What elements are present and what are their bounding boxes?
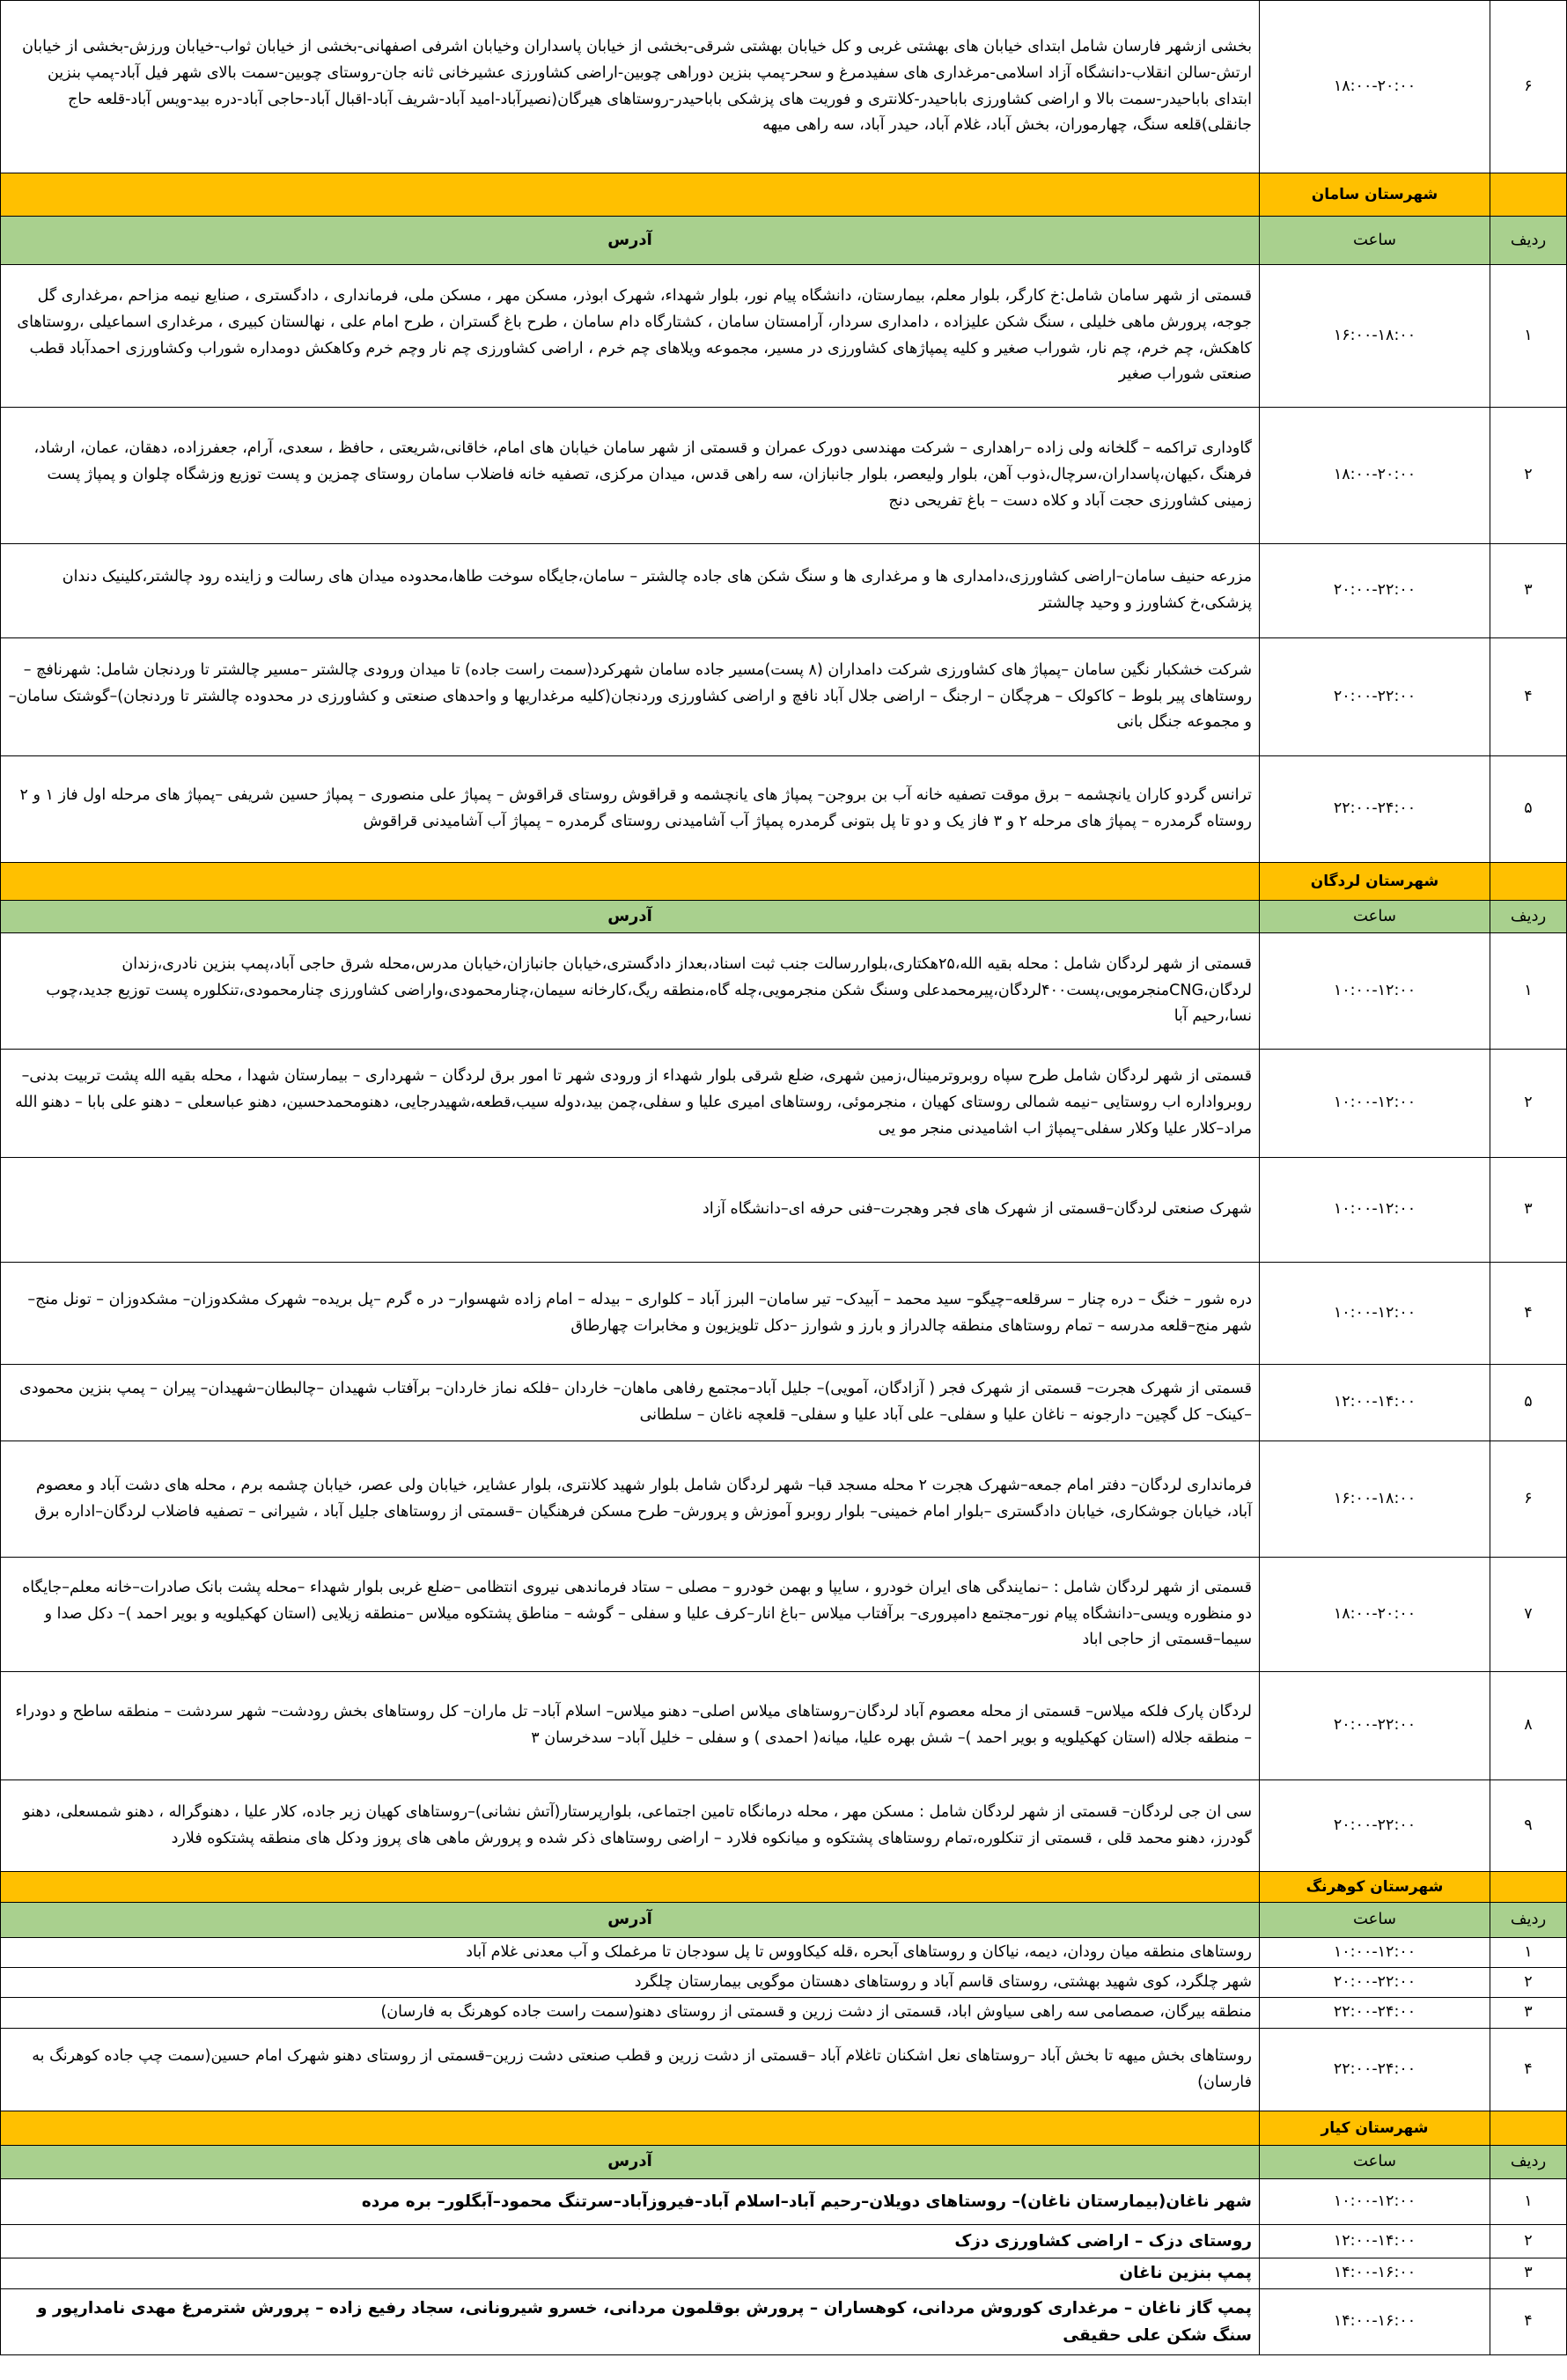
city-section-title: شهرستان کیار (1260, 2111, 1490, 2146)
row-number: ۴ (1490, 2029, 1567, 2111)
column-header-row (1, 217, 1567, 265)
outage-time-range: ۲۰:۰۰-۲۲:۰۰ (1260, 1672, 1490, 1780)
row-number: ۱ (1490, 2179, 1567, 2225)
outage-time-range: ۲۰:۰۰-۲۲:۰۰ (1260, 544, 1490, 638)
outage-address: گاوداری تراکمه – گلخانه ولی زاده –راهداری – شرکت مهندسی دورک عمران و قسمتی از شهر سامان خیابان های امام، خاقانی،شریعتی ، حافظ ، سعدی، آرام، جعفرزاده، دهقان، عمان، ارشاد، فرهنگ ،کیهان،پاسداران،سرچال،ذوب آهن، بلوار ولیعصر، بلوار جانبازان، سه راهی قدس، میدان مرکزی، تصفیه خانه فاضلاب سامان روستای چمزین و پست توزیع وزشگاه چلوان و پمپاژ پست زمینی کشاورزی حجت آباد و کلاه دست – باغ تفریحی دنج (1, 408, 1260, 544)
outage-time-range: ۱۶:۰۰-۱۸:۰۰ (1260, 1441, 1490, 1558)
city-title-spacer (1490, 173, 1567, 217)
outage-address: قسمتی از شهر سامان شامل:خ کارگر، بلوار معلم، بیمارستان، دانشگاه پیام نور، بلوار شهداء، شهرک ابوذر، مسکن مهر ، مسکن ملی، فرمانداری ، دادگستری ، صنایع نیمه مزاحم ،مرغداری گل جوجه، پرورش ماهی خلیلی ، سنگ شکن علیزاده ، دامداری سردار، آرامستان سامان ، کشتارگاه دام سامان ، طرح باغ گستران ، طرح امام علی ، نهالستان کبیری ، مرغداری اسماعیلی ،روستاهای کاهکش، چم خرم، چم نار، شوراب صغیر و کلیه پمپاژهای کشاورزی در مسیر، مجموعه ویلاهای چم خرم ، اراضی کشاورزی چم نار وچم خرم وکاهکش دومداره شوراب وکشاورزی احمدآباد قطب صنعتی شوراب صغیر (1, 265, 1260, 408)
city-section-title: شهرستان لردگان (1260, 863, 1490, 901)
outage-address: پمپ بنزین ناغان (1, 2258, 1260, 2289)
city-title-spacer (1490, 1872, 1567, 1903)
city-section-title-row (1, 863, 1567, 901)
table-row (1, 1263, 1567, 1365)
column-header-row (1, 901, 1567, 933)
column-header-time: ساعت (1260, 217, 1490, 265)
column-header-time: ساعت (1260, 1903, 1490, 1938)
outage-time-range: ۲۲:۰۰-۲۴:۰۰ (1260, 756, 1490, 863)
row-number: ۵ (1490, 756, 1567, 863)
table-row (1, 2289, 1567, 2355)
outage-address: روستاهای بخش میهه تا بخش آباد –روستاهای نعل اشکنان تاغلام آباد –قسمتی از دشت زرین و قطب صنعتی دشت زرین–قسمتی از روستای دهنو شهرک امام حسین(سمت چپ جاده کوهرنگ به فارسان) (1, 2029, 1260, 2111)
row-number: ۴ (1490, 2289, 1567, 2355)
column-header-address: آدرس (1, 217, 1260, 265)
table-row (1, 1441, 1567, 1558)
table-row (1, 1672, 1567, 1780)
row-number: ۱ (1490, 1938, 1567, 1968)
column-header-row-number: ردیف (1490, 217, 1567, 265)
outage-address: قسمتی از شهر لردگان شامل : محله بقیه الله،۲۵هکتاری،بلواررسالت جنب ثبت اسناد،بعداز دادگستری،خیابان جانبازان،خیابان مدرس،محله شرق حاجی آباد،پمپ بنزین نادری،زندان لردگان،CNGمنجرمویی،پست۴۰۰لردگان،پیرمحمدعلی وسنگ شکن منجرمویی،چله گاه،منطقه ریگ،کارخانه سیمان،چنارمحمودی،واراضی کشاورزی چنارمحمودی،تنکلوره پست توزیع جدید،چوب نسا،رحیم آبا (1, 933, 1260, 1050)
outage-time-range: ۱۰:۰۰-۱۲:۰۰ (1260, 1158, 1490, 1263)
table-row (1, 1050, 1567, 1158)
table-row (1, 1968, 1567, 1998)
column-header-address: آدرس (1, 1903, 1260, 1938)
outage-address: پمپ گاز ناغان – مرغداری کوروش مردانی، کوهساران – پرورش بوقلمون مردانی، خسرو شیرونانی، سجاد رفیع زاده – پرورش شترمرغ مهدی نامدارپور و سنگ شکن علی حقیقی (1, 2289, 1260, 2355)
city-section-title: شهرستان کوهرنگ (1260, 1872, 1490, 1903)
outage-address: قسمتی از شهر لردگان شامل طرح سپاه روبروترمینال،زمین شهری، ضلع شرقی بلوار شهداء از ورودی شهر تا امور برق لردگان – شهرداری – بیمارستان شهدا ، محله بقیه الله پشت تربیت بدنی– روبرواداره اب روستایی –نیمه شمالی روستای کهیان ، منجرموئی، روستاهای امیری علیا و سفلی،چمن بید،دوله سیب،قطعه،شهیدرجایی، دهنومحمدحسین، دهنو عباسعلی – دهنو علی بابا – دهنو الله مراد–کلار علیا وکلار سفلی–پمپاژ اب اشامیدنی منجر مو یی (1, 1050, 1260, 1158)
column-header-time: ساعت (1260, 2146, 1490, 2179)
outage-address: شهر ناغان(بیمارستان ناغان)– روستاهای دویلان–رحیم آباد–اسلام آباد–فیروزآباد–سرتنگ محمود–آبگلور– بره مرده (1, 2179, 1260, 2225)
outage-time-range: ۲۰:۰۰-۲۲:۰۰ (1260, 1968, 1490, 1998)
table-row (1, 638, 1567, 756)
table-row (1, 1938, 1567, 1968)
row-number: ۳ (1490, 544, 1567, 638)
row-number: ۹ (1490, 1780, 1567, 1872)
table-row (1, 2179, 1567, 2225)
city-title-spacer (1490, 2111, 1567, 2146)
outage-time-range: ۱۴:۰۰-۱۶:۰۰ (1260, 2289, 1490, 2355)
table-row (1, 1998, 1567, 2029)
row-number: ۸ (1490, 1672, 1567, 1780)
schedule-body (1, 1, 1567, 2355)
column-header-row (1, 2146, 1567, 2179)
outage-address: بخشی ازشهر فارسان شامل ابتدای خیابان های بهشتی غربی و کل خیابان بهشتی شرقی-بخشی از خیابان پاسداران وخیابان اشرفی اصفهانی-بخشی از خیابان ثواب-خیابان ورزش-بخشی از خیابان ارتش-سالن انقلاب-دانشگاه آزاد اسلامی-مرغداری های سفیدمرغ و سحر-پمپ بنزین دوراهی چوبین-اراضی کشاورزی عشیرخانی ثانه جان-روستای چوبین-سمت بالای شهر فیل آباد-پمپ بنزین ابتدای باباحیدر-سمت بالا و اراضی کشاورزی باباحیدر-کلانتری و فوریت های پزشکی باباحیدر-روستاهای هیرگان(نصیرآباد-امید آباد-شریف آباد-اقبال آباد-حاجی آباد-دره بید-ویس آباد-قلعه حاج جانقلی)قلعه سنگ، چهارموران، بخش آباد، غلام آباد، حیدر آباد، سه راهی میهه (1, 1, 1260, 173)
row-number: ۷ (1490, 1558, 1567, 1672)
table-row (1, 1365, 1567, 1441)
outage-time-range: ۱۴:۰۰-۱۶:۰۰ (1260, 2258, 1490, 2289)
row-number: ۱ (1490, 265, 1567, 408)
city-title-spacer (1, 2111, 1260, 2146)
row-number: ۶ (1490, 1, 1567, 173)
outage-time-range: ۱۲:۰۰-۱۴:۰۰ (1260, 1365, 1490, 1441)
outage-time-range: ۱۶:۰۰-۱۸:۰۰ (1260, 265, 1490, 408)
city-title-spacer (1, 1872, 1260, 1903)
outage-address: قسمتی از شهر لردگان شامل : –نمایندگی های ایران خودرو ، سایپا و بهمن خودرو – مصلی – ستاد فرماندهی نیروی انتظامی –ضلع غربی بلوار شهداء –محله پشت بانک صادرات–خانه معلم–جایگاه دو منظوره ویسی–دانشگاه پیام نور–مجتمع دامپروری– برآفتاب میلاس –باغ انار–کرف علیا و سفلی – گوشه – مناطق پشتکوه میلاس –منطقه زیلایی (استان کهکیلویه و بویر احمد )– دکل صدا و سیما–قسمتی از حاجی اباد (1, 1558, 1260, 1672)
table-row (1, 2225, 1567, 2258)
row-number: ۳ (1490, 1998, 1567, 2029)
table-row (1, 933, 1567, 1050)
outage-address: قسمتی از شهرک هجرت– قسمتی از شهرک فجر ( آزادگان، آمویی)– جلیل آباد–مجتمع رفاهی ماهان– خاردان –فلکه نماز خاردان– برآفتاب شهیدان –چالبطان–شهیدان– پیران – پمپ بنزین محمودی –کینک– کل گچین– دارجونه – ناغان علیا و سفلی– علی آباد علیا و سفلی– قلعچه ناغان – سلطانی (1, 1365, 1260, 1441)
table-row (1, 1780, 1567, 1872)
outage-time-range: ۱۸:۰۰-۲۰:۰۰ (1260, 408, 1490, 544)
city-section-title-row (1, 1872, 1567, 1903)
column-header-row-number: ردیف (1490, 901, 1567, 933)
table-row (1, 408, 1567, 544)
outage-time-range: ۲۲:۰۰-۲۴:۰۰ (1260, 1998, 1490, 2029)
city-section-title: شهرستان سامان (1260, 173, 1490, 217)
outage-address: منطقه بیرگان، صمصامی سه راهی سیاوش اباد، قسمتی از دشت زرین و قسمتی از روستای دهنو(سمت راست جاده کوهرنگ به فارسان) (1, 1998, 1260, 2029)
column-header-row-number: ردیف (1490, 2146, 1567, 2179)
outage-address: روستای دزک – اراضی کشاورزی دزک (1, 2225, 1260, 2258)
column-header-row-number: ردیف (1490, 1903, 1567, 1938)
outage-address: فرمانداری لردگان– دفتر امام جمعه–شهرک هجرت ۲ محله مسجد قبا– شهر لردگان شامل بلوار شهید کلانتری، بلوار عشایر، خیابان ولی عصر، خیابان چشمه برم ، محله های دشت آباد و معصوم آباد، خیابان جوشکاری، خیابان دادگستری –بلوار امام خمینی– بلوار روبرو آموزش و پرورش– طرح مسکن فرهنگیان –قسمتی از روستاهای جلیل آباد ، شیرانی – تصفیه فاضلاب لردگان–اداره برق (1, 1441, 1260, 1558)
outage-address: مزرعه حنیف سامان–اراضی کشاورزی،دامداری ها و مرغداری ها و سنگ شکن های جاده چالشتر – سامان،جایگاه سوخت طاها،محدوده میدان های رسالت و زاینده رود چالشتر،کلینیک دندان پزشکی،خ کشاورز و وحید چالشتر (1, 544, 1260, 638)
column-header-address: آدرس (1, 901, 1260, 933)
outage-time-range: ۱۸:۰۰-۲۰:۰۰ (1260, 1, 1490, 173)
table-row (1, 1158, 1567, 1263)
column-header-row (1, 1903, 1567, 1938)
row-number: ۴ (1490, 1263, 1567, 1365)
table-row (1, 1558, 1567, 1672)
table-row (1, 1, 1567, 173)
table-row (1, 756, 1567, 863)
column-header-address: آدرس (1, 2146, 1260, 2179)
outage-address: شهر چلگرد، کوی شهید بهشتی، روستای قاسم آباد و روستاهای دهستان موگویی بیمارستان چلگرد (1, 1968, 1260, 1998)
outage-address: لردگان پارک فلکه میلاس– قسمتی از محله معصوم آباد لردگان–روستاهای میلاس اصلی– دهنو میلاس– اسلام آباد– تل ماران– کل روستاهای بخش رودشت– شهر سردشت – منطقه ساطح و دودراء – منطقه جلاله (استان کهکیلویه و بویر احمد )– شش بهره علیا، میانه( احمدی ) و سفلی – خلیل آباد– سدخرسان ۳ (1, 1672, 1260, 1780)
city-title-spacer (1, 173, 1260, 217)
table-row (1, 265, 1567, 408)
table-row (1, 2029, 1567, 2111)
outage-address: شهرک صنعتی لردگان–قسمتی از شهرک های فجر وهجرت–فنی حرفه ای–دانشگاه آزاد (1, 1158, 1260, 1263)
outage-address: دره شور – خنگ – دره چنار – سرقلعه–چیگو– سید محمد – آبیدک– تیر سامان– البرز آباد – کلواری – بیدله – امام زاده شهسوار– در ه گرم –پل بریده– شهرک مشکدوزان– مشکدوزان – تونل منج– شهر منج–قلعه مدرسه – تمام روستاهای منطقه چالدراز و بارز و شوارز –دکل تلویزیون و مخابرات چهارطاق (1, 1263, 1260, 1365)
outage-time-range: ۱۲:۰۰-۱۴:۰۰ (1260, 2225, 1490, 2258)
row-number: ۱ (1490, 933, 1567, 1050)
outage-time-range: ۱۰:۰۰-۱۲:۰۰ (1260, 933, 1490, 1050)
row-number: ۵ (1490, 1365, 1567, 1441)
city-section-title-row (1, 173, 1567, 217)
row-number: ۲ (1490, 1968, 1567, 1998)
outage-address: شرکت خشکبار نگین سامان –پمپاژ های کشاورزی شرکت دامداران (۸ پست)مسیر جاده سامان شهرکرد(سمت راست جاده) تا میدان ورودی چالشتر –مسیر چالشتر تا وردنجان شامل: شهرنافچ – روستاهای پیر بلوط – کاکولک – هرچگان – ارجنگ – اراضی جلال آباد نافچ و اراضی کشاورزی وردنجان(کلیه مرغداریها و واحدهای صنعتی و کشاورزی در محدوده چالشتر تا وردنجان)–گوشتک سامان– و مجموعه جنگل بانی (1, 638, 1260, 756)
row-number: ۶ (1490, 1441, 1567, 1558)
row-number: ۳ (1490, 1158, 1567, 1263)
city-title-spacer (1, 863, 1260, 901)
row-number: ۴ (1490, 638, 1567, 756)
outage-address: سی ان جی لردگان– قسمتی از شهر لردگان شامل : مسکن مهر ، محله درمانگاه تامین اجتماعی، بلوارپرستار(آتش نشانی)–روستاهای کهیان زیر جاده، کلار علیا ، دهنوگراله ، دهنو شمسعلی، دهنو گودرز، دهنو محمد قلی ، قسمتی از تنکلوره،تمام روستاهای پشتکوه و میانکوه فلارد – اراضی روستاهای ذکر شده و پرورش ماهی های پروز ودکل های منطقه پشتکوه فلارد (1, 1780, 1260, 1872)
outage-time-range: ۲۰:۰۰-۲۲:۰۰ (1260, 638, 1490, 756)
row-number: ۲ (1490, 2225, 1567, 2258)
city-section-title-row (1, 2111, 1567, 2146)
outage-time-range: ۲۰:۰۰-۲۲:۰۰ (1260, 1780, 1490, 1872)
column-header-time: ساعت (1260, 901, 1490, 933)
outage-time-range: ۱۰:۰۰-۱۲:۰۰ (1260, 1938, 1490, 1968)
table-row (1, 2258, 1567, 2289)
outage-time-range: ۱۸:۰۰-۲۰:۰۰ (1260, 1558, 1490, 1672)
table-row (1, 544, 1567, 638)
outage-time-range: ۲۲:۰۰-۲۴:۰۰ (1260, 2029, 1490, 2111)
city-title-spacer (1490, 863, 1567, 901)
row-number: ۳ (1490, 2258, 1567, 2289)
row-number: ۲ (1490, 1050, 1567, 1158)
outage-address: روستاهای منطقه میان رودان، دیمه، نیاکان و روستاهای آبحره ،قله کیکاووس تا پل سودجان تا مرغملک و آب معدنی غلام آباد (1, 1938, 1260, 1968)
outage-address: ترانس گردو کاران یانچشمه – برق موقت تصفیه خانه آب بن بروجن– پمپاژ های یانچشمه و قراقوش روستای قراقوش – پمپاژ علی منصوری – پمپاژ حسین شریفی –پمپاژ های مرحله اول فاز ۱ و ۲ روستاه گرمدره – پمپاژ های مرحله ۲ و ۳ فاز یک و دو تا پل بتونی گرمدره پمپاژ آب آشامیدنی روستای گرمدره – پمپاژ آب آشامیدنی قراقوش (1, 756, 1260, 863)
outage-time-range: ۱۰:۰۰-۱۲:۰۰ (1260, 1050, 1490, 1158)
outage-time-range: ۱۰:۰۰-۱۲:۰۰ (1260, 2179, 1490, 2225)
row-number: ۲ (1490, 408, 1567, 544)
outage-time-range: ۱۰:۰۰-۱۲:۰۰ (1260, 1263, 1490, 1365)
